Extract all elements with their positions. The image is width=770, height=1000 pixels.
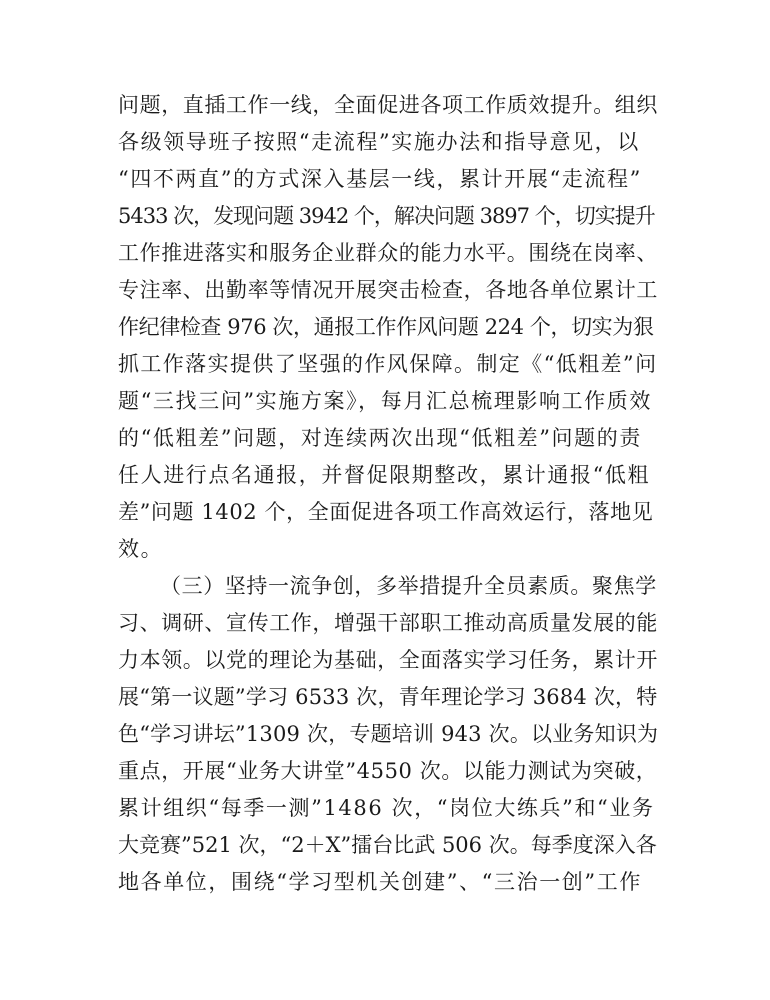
- text-line-21: 大竞赛”521 次，“2＋X”擂台比武 506 次。每季度深入各: [118, 833, 657, 857]
- text-line-8: 抓工作落实提供了坚强的作风保障。制定《“低粗差”问: [118, 352, 658, 376]
- text-line-6: 专注率、出勤率等情况开展突击检查，各地各单位累计工: [118, 278, 658, 302]
- text-line-18: 色“学习讲坛”1309 次，专题培训 943 次。以业务知识为: [118, 722, 659, 746]
- text-line-16: 力本领。以党的理论为基础，全面落实学习任务，累计开: [118, 648, 658, 672]
- text-line-17: 展“第一议题”学习 6533 次，青年理论学习 3684 次，特: [118, 685, 658, 709]
- text-line-9: 题“三找三问”实施方案》，每月汇总梳理影响工作质效: [118, 389, 652, 413]
- text-line-1: 问题，直插工作一线，全面促进各项工作质效提升。组织: [118, 93, 658, 117]
- text-line-7: 作纪律检查 976 次，通报工作作风问题 224 个，切实为狠: [118, 315, 654, 339]
- text-line-13: 效。: [118, 537, 164, 561]
- text-line-2: 各级领导班子按照“走流程”实施办法和指导意见，以: [118, 130, 640, 154]
- text-line-3: “四不两直”的方式深入基层一线，累计开展“走流程”: [118, 167, 642, 191]
- text-line-12: 差”问题 1402 个，全面促进各项工作高效运行，落地见: [118, 500, 654, 524]
- text-line-19: 重点，开展“业务大讲堂”4550 次。以能力测试为突破，: [118, 759, 658, 783]
- text-line-20: 累计组织“每季一测”1486 次，“岗位大练兵”和“业务: [118, 796, 655, 820]
- text-line-5: 工作推进落实和服务企业群众的能力水平。围绕在岗率、: [118, 241, 658, 265]
- text-line-22: 地各单位，围绕“学习型机关创建”、“三治一创”工作: [118, 870, 642, 894]
- text-line-15: 习、调研、宣传工作，增强干部职工推动高质量发展的能: [118, 611, 658, 635]
- text-line-10: 的“低粗差”问题，对连续两次出现“低粗差”问题的责: [118, 426, 642, 450]
- section-heading-line: （三）坚持一流争创，多举措提升全员素质。聚焦学: [160, 574, 657, 598]
- text-line-11: 任人进行点名通报，并督促限期整改，累计通报“低粗: [118, 463, 651, 487]
- text-line-4: 5433 次，发现问题 3942 个，解决问题 3897 个，切实提升: [118, 204, 655, 228]
